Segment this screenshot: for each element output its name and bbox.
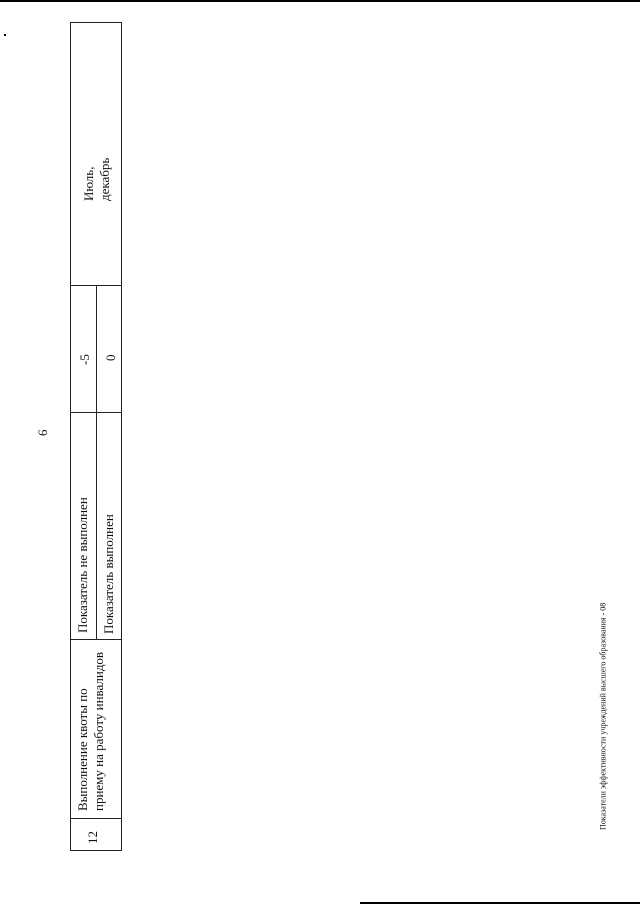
period: Июль, декабрь [81,157,112,201]
scan-speck [4,34,6,36]
score-met: 0 [103,354,118,361]
indicator-table [70,22,122,851]
column-divider-number [71,818,121,819]
scan-bottom-border [360,902,640,904]
scan-top-border [0,0,640,2]
row-number: 12 [85,831,100,844]
row-divider [96,285,97,639]
page-number: 6 [35,429,50,437]
column-divider-period [71,285,121,286]
footer-note: Показатели эффективности учреждений высшего образования - 08 [598,602,608,830]
condition-not-met: Показатель не выполнен [75,497,90,633]
column-divider-conditions [71,639,121,640]
score-not-met: -5 [77,354,92,365]
condition-met: Показатель выполнен [101,514,116,634]
indicator-name: Выполнение квоты по приему на работу инвалидов [75,651,106,811]
column-divider-score [71,412,121,413]
